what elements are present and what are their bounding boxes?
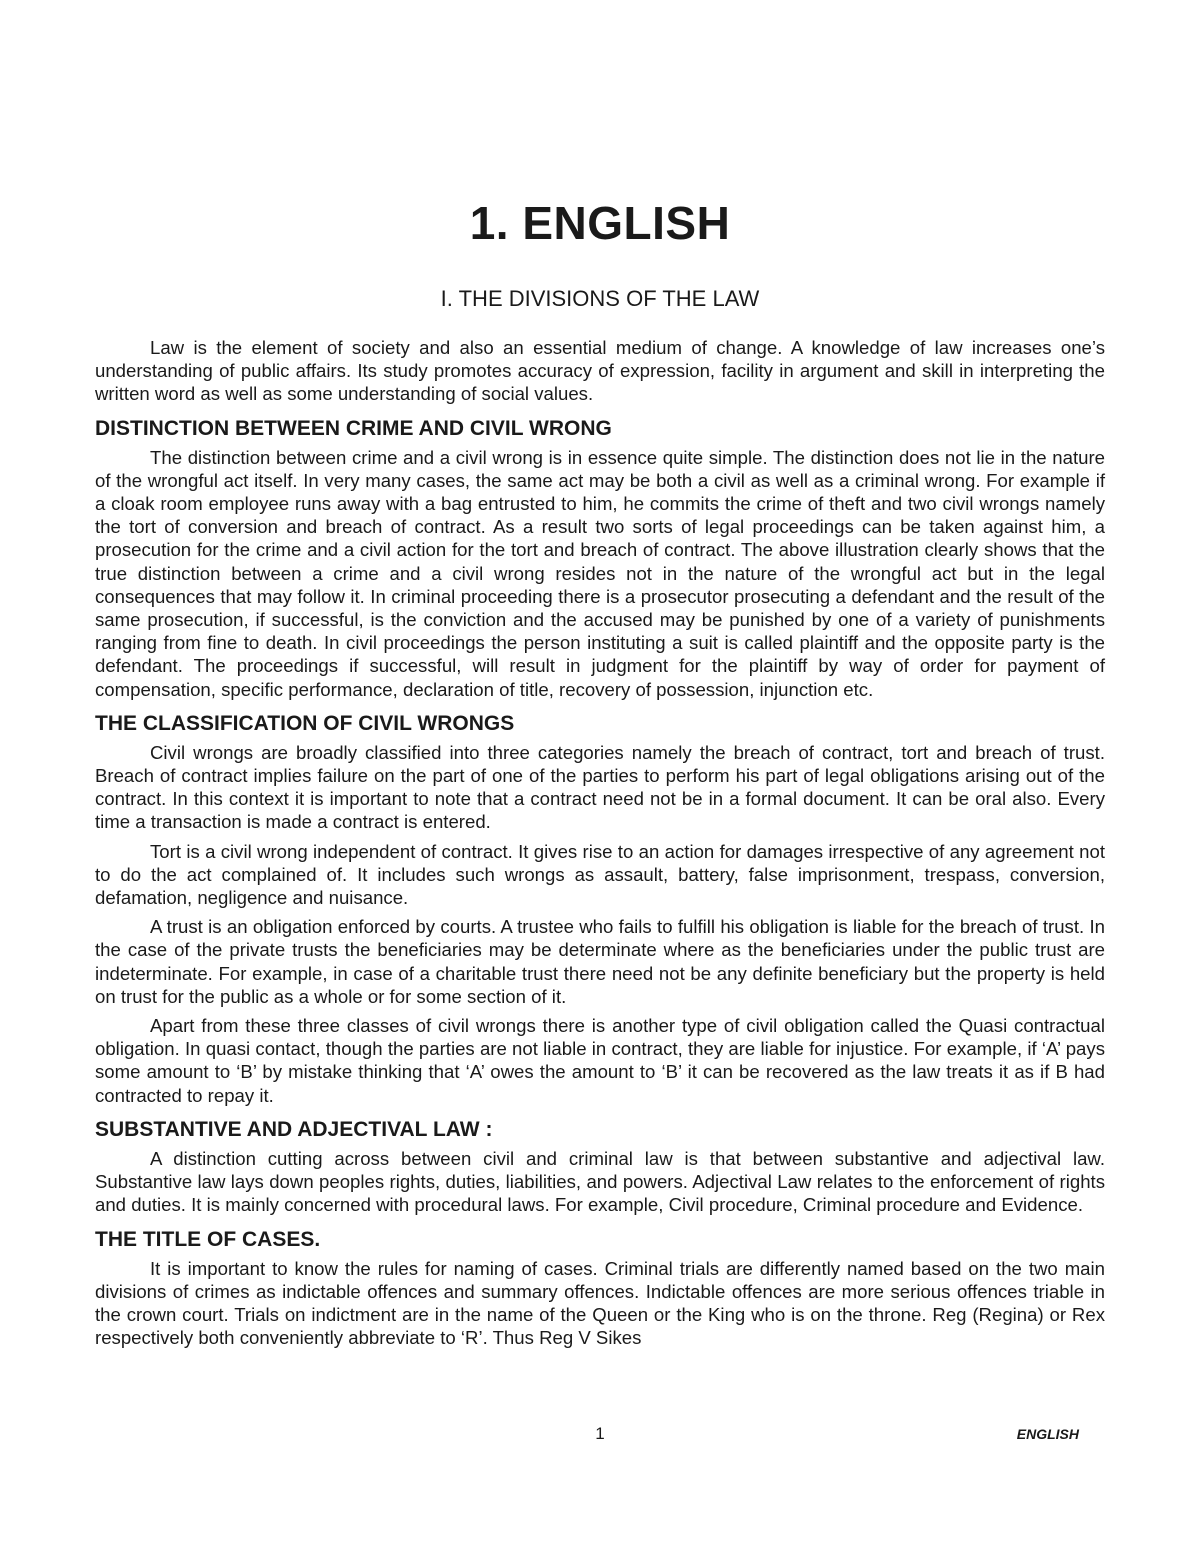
body-text	[95, 336, 1105, 1355]
paragraph: It is important to know the rules for naming of cases. Criminal trials are differently named based on the two main divisions of crimes as indictable offences and summary offences. Indictable offences are more serious offences triable in the crown court. Trials on indictment are in the name of the Queen or the King who is on the throne. Reg (Regina) or Rex respectively both conveniently abbreviate to ‘R’. Thus Reg V Sikes	[95, 1257, 1105, 1349]
paragraph: Tort is a civil wrong independent of contract. It gives rise to an action for damages irrespective of any agreement not to do the act complained of. It includes such wrongs as assault, battery, false imprisonment, trespass, conversion, defamation, negligence and nuisance.	[95, 840, 1105, 909]
chapter-title: 1. ENGLISH	[469, 197, 731, 249]
section-heading: SUBSTANTIVE AND ADJECTIVAL LAW :	[95, 1117, 493, 1141]
paragraph: A distinction cutting across between civil and criminal law is that between substantive and adjectival law. Substantive law lays down peoples rights, duties, liabilities, and powers. Adjectival Law relates to the enforcement of rights and duties. It is mainly concerned with procedural laws. For example, Civil procedure, Criminal procedure and Evidence.	[95, 1147, 1105, 1216]
paragraph: Apart from these three classes of civil wrongs there is another type of civil obligation called the Quasi contractual obligation. In quasi contact, though the parties are not liable in contract, they are liable for injustice. For example, if ‘A’ pays some amount to ‘B’ by mistake thinking that ‘A’ owes the amount to ‘B’ it can be recovered as the law treats it as if B had contracted to repay it.	[95, 1015, 1105, 1106]
section-heading: THE TITLE OF CASES.	[95, 1227, 321, 1251]
section-title: I. THE DIVISIONS OF THE LAW	[440, 286, 760, 311]
page-number: 1	[595, 1424, 605, 1443]
paragraph: The distinction between crime and a civil wrong is in essence quite simple. The distinction does not lie in the nature of the wrongful act itself. In very many cases, the same act may be both a civil as well as a criminal wrong. For example if a cloak room employee runs away with a bag entrusted to him, he commits the crime of theft and two civil wrongs namely the tort of conversion and breach of contract. As a result two sorts of legal proceedings can be taken against him, a prosecution for the crime and a civil action for the tort and breach of contract. The above illustration clearly shows that the true distinction between a crime and a civil wrong resides not in the nature of the wrongful act but in the legal consequences that may follow it. In criminal proceeding there is a prosecutor prosecuting a defendant and the result of the same prosecution, if successful, is the conviction and the accused may be punished by one of a variety of punishments ranging from fine to death. In civil proceedings the person instituting a suit is called plaintiff and the opposite party is the defendant. The proceedings if successful, will result in judgment for the plaintiff by way of order for payment of compensation, specific performance, declaration of title, recovery of possession, injunction etc.	[95, 446, 1105, 700]
paragraph: Civil wrongs are broadly classified into three categories namely the breach of contract, tort and breach of trust. Breach of contract implies failure on the part of one of the parties to perform his part of legal obligations arising out of the contract. In this context it is important to note that a contract need not be in a formal document. It can be oral also. Every time a transaction is made a contract is entered.	[95, 741, 1105, 833]
section-heading: THE CLASSIFICATION OF CIVIL WRONGS	[95, 711, 515, 735]
footer-label: ENGLISH	[1016, 1426, 1079, 1442]
section-heading: DISTINCTION BETWEEN CRIME AND CIVIL WRONG	[95, 416, 612, 440]
intro-paragraph: Law is the element of society and also an essential medium of change. A knowledge of law increases one’s understanding of public affairs. Its study promotes accuracy of expression, facility in argument and skill in interpreting the written word as well as some understanding of social values.	[95, 337, 1105, 405]
paragraph: A trust is an obligation enforced by courts. A trustee who fails to fulfill his obligation is liable for the breach of trust. In the case of the private trusts the beneficiaries may be determinate where as the beneficiaries under the public trust are indeterminate. For example, in case of a charitable trust there need not be any definite beneficiary but the property is held on trust for the public as a whole or for some section of it.	[95, 916, 1105, 1007]
